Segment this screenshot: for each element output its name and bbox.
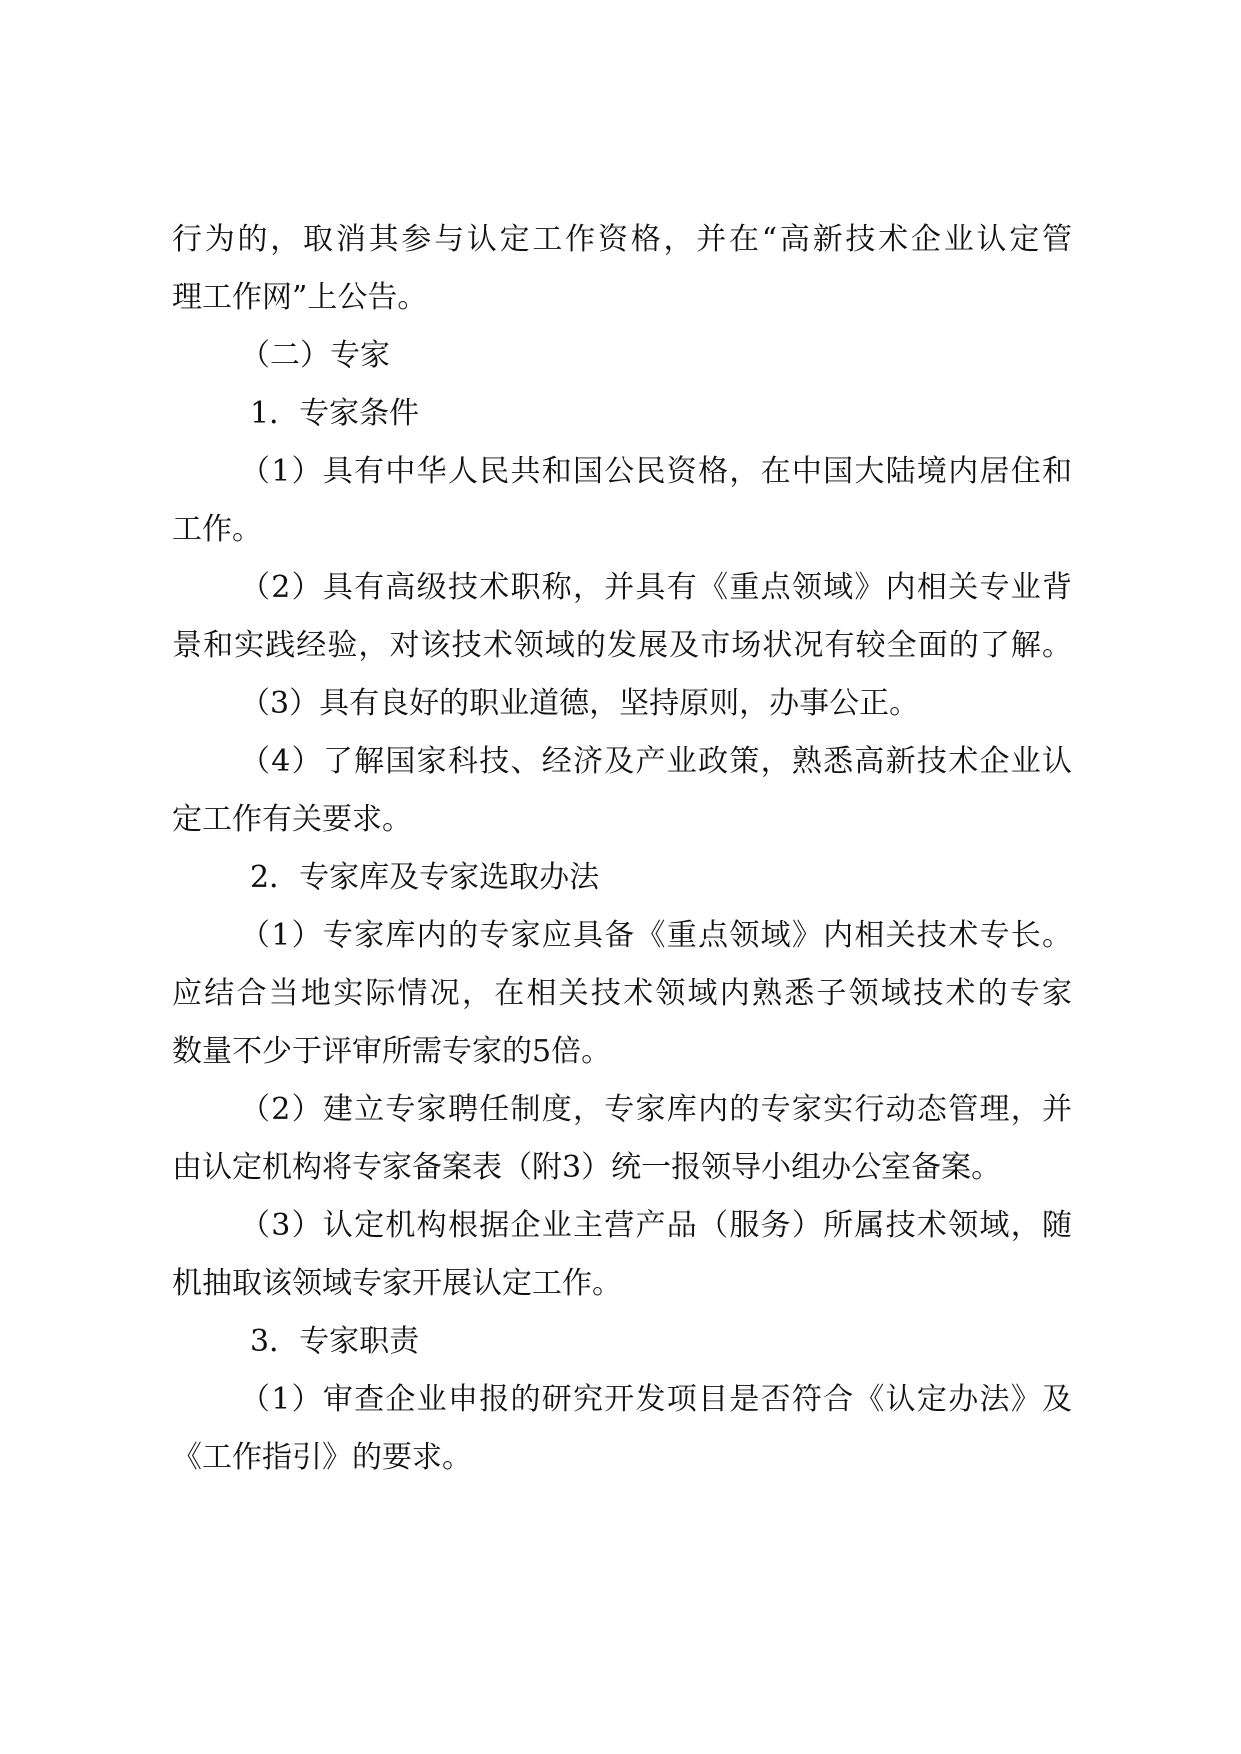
paragraph-line: （1）审查企业申报的研究开发项目是否符合《认定办法》及 xyxy=(240,1382,1072,1417)
paragraph-line: （3）具有良好的职业道德，坚持原则，办事公正。 xyxy=(240,686,920,721)
paragraph-line: 定工作有关要求。 xyxy=(172,802,412,837)
paragraph-line: （1）专家库内的专家应具备《重点领域》内相关技术专长。 xyxy=(240,918,1072,953)
paragraph-line: 景和实践经验，对该技术领域的发展及市场状况有较全面的了解。 xyxy=(172,628,1072,663)
paragraph-line: 数量不少于评审所需专家的5倍。 xyxy=(172,1034,612,1069)
section-heading: （二）专家 xyxy=(240,338,390,373)
paragraph-line: （3）认定机构根据企业主营产品（服务）所属技术领域，随 xyxy=(240,1208,1072,1243)
subsection-heading: 3．专家职责 xyxy=(250,1324,420,1359)
subsection-heading: 2．专家库及专家选取办法 xyxy=(250,860,600,895)
paragraph-line: （4）了解国家科技、经济及产业政策，熟悉高新技术企业认 xyxy=(240,744,1072,779)
paragraph-line: 理工作网”上公告。 xyxy=(172,280,428,315)
paragraph-line: 应结合当地实际情况，在相关技术领域内熟悉子领域技术的专家 xyxy=(172,976,1072,1011)
paragraph-line: 行为的，取消其参与认定工作资格，并在“高新技术企业认定管 xyxy=(172,222,1072,257)
paragraph-line: 《工作指引》的要求。 xyxy=(172,1440,472,1475)
paragraph-line: 由认定机构将专家备案表（附3）统一报领导小组办公室备案。 xyxy=(172,1150,1002,1185)
subsection-heading: 1．专家条件 xyxy=(250,396,420,431)
paragraph-line: （1）具有中华人民共和国公民资格，在中国大陆境内居住和 xyxy=(240,454,1072,489)
paragraph-line: 工作。 xyxy=(172,512,262,547)
paragraph-line: 机抽取该领域专家开展认定工作。 xyxy=(172,1266,622,1301)
paragraph-line: （2）具有高级技术职称，并具有《重点领域》内相关专业背 xyxy=(240,570,1072,605)
paragraph-line: （2）建立专家聘任制度，专家库内的专家实行动态管理，并 xyxy=(240,1092,1072,1127)
